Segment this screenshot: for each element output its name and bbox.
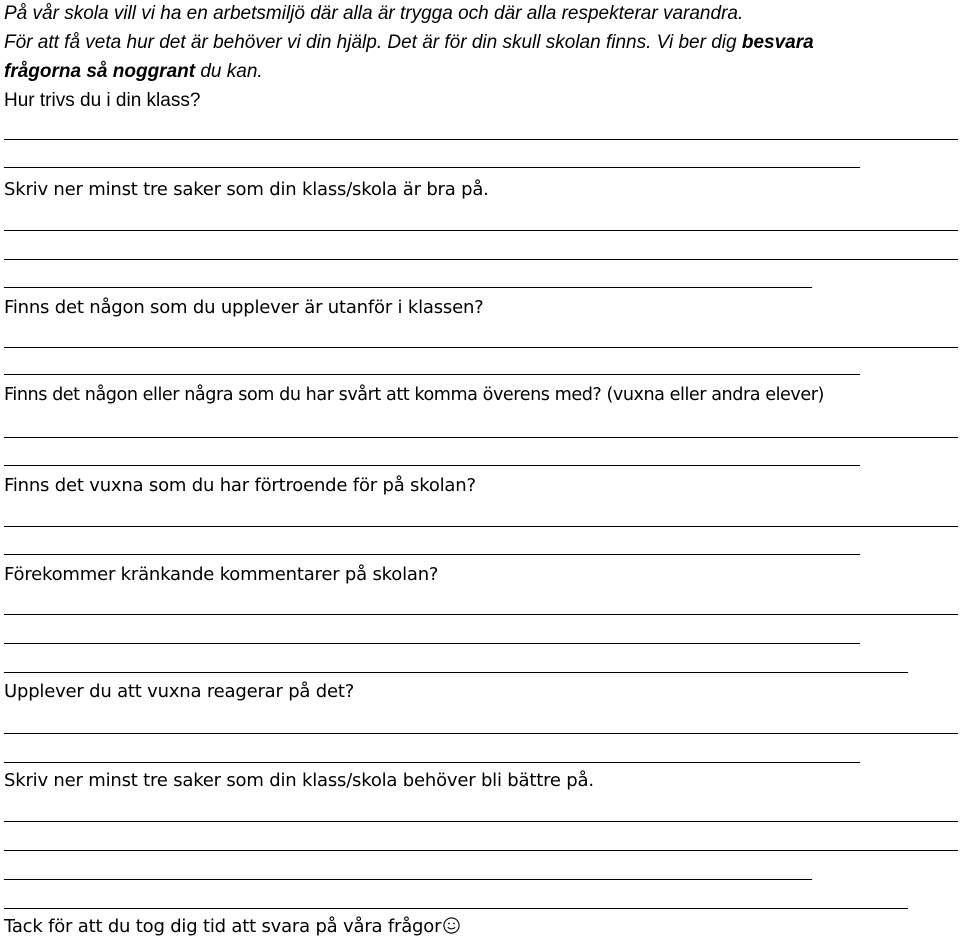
answer-line[interactable] <box>4 850 958 851</box>
question-1: Hur trivs du i din klass? <box>4 90 201 111</box>
intro-line-1: På vår skola vill vi ha en arbetsmiljö där alla är trygga och där alla respekterar varandra. <box>4 3 744 24</box>
answer-line[interactable] <box>4 614 958 615</box>
answer-line[interactable] <box>4 643 860 644</box>
answer-line[interactable] <box>4 554 860 555</box>
intro-line-3 <box>4 61 263 83</box>
answer-line[interactable] <box>4 167 860 168</box>
answer-line[interactable] <box>4 374 860 375</box>
answer-line[interactable] <box>4 821 958 822</box>
answer-line[interactable] <box>4 672 908 673</box>
question-5: Finns det vuxna som du har förtroende för på skolan? <box>4 475 476 496</box>
intro-line-2-bold: besvara <box>741 32 814 53</box>
question-3: Finns det någon som du upplever är utanför i klassen? <box>4 297 484 318</box>
smiley-face-icon <box>443 917 460 934</box>
intro-line-3-text: du kan. <box>195 61 263 82</box>
answer-line[interactable] <box>4 139 958 140</box>
answer-line[interactable] <box>4 347 958 348</box>
question-6: Förekommer kränkande kommentarer på skolan? <box>4 564 439 585</box>
answer-line[interactable] <box>4 908 908 909</box>
answer-line[interactable] <box>4 437 958 438</box>
intro-line-2-text: För att få veta hur det är behöver vi din hjälp. Det är för din skull skolan finns. Vi ber dig <box>4 32 742 53</box>
question-2: Skriv ner minst tre saker som din klass/skola är bra på. <box>4 179 489 200</box>
answer-line[interactable] <box>4 879 812 880</box>
closing-text: Tack för att du tog dig tid att svara på våra frågor <box>4 916 442 937</box>
answer-line[interactable] <box>4 465 860 466</box>
question-7: Upplever du att vuxna reagerar på det? <box>4 681 355 702</box>
answer-line[interactable] <box>4 733 958 734</box>
answer-line[interactable] <box>4 526 958 527</box>
question-4: Finns det någon eller några som du har svårt att komma överens med? (vuxna eller andra elever) <box>4 385 824 405</box>
answer-line[interactable] <box>4 259 958 260</box>
answer-line[interactable] <box>4 287 812 288</box>
intro-line-3-bold: frågorna så noggrant <box>4 61 196 82</box>
closing-message <box>4 916 460 937</box>
intro-line-2 <box>4 32 814 54</box>
question-8: Skriv ner minst tre saker som din klass/skola behöver bli bättre på. <box>4 770 594 791</box>
answer-line[interactable] <box>4 762 860 763</box>
answer-line[interactable] <box>4 230 958 231</box>
